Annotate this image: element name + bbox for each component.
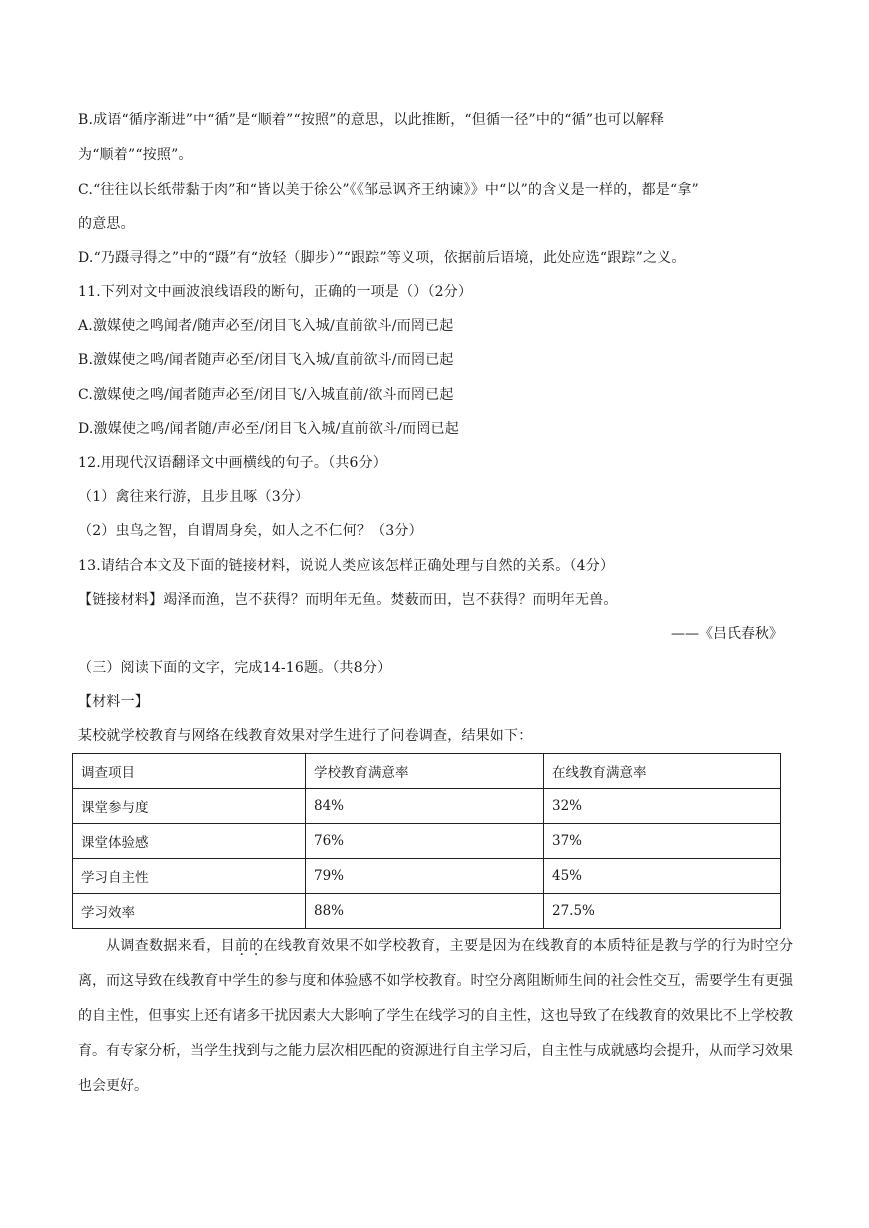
table-cell: 76%: [306, 824, 544, 859]
question-11-option-b: B.激媒使之鸣/闻者随声必至/闭目飞入城/直前欲斗/而罔已起: [78, 352, 454, 368]
question-12: 12.用现代汉语翻译文中画横线的句子。（共6分）: [78, 455, 387, 471]
question-11-option-a: A.激媒使之鸣闻者/随声必至/闭目飞入城/直前欲斗/而罔已起: [78, 318, 454, 334]
section-3-heading: （三）阅读下面的文字，完成14-16题。（共8分）: [78, 660, 392, 676]
option-c-line-1: C.“往往以长纸带黏于肉”和“皆以美于徐公”《《邹忌讽齐王纳谏》》中“以”的含义是一样的，都是“拿”: [78, 182, 699, 198]
table-cell: 37%: [544, 824, 781, 859]
question-12-part-2: （2）虫鸟之智，自谓周身矣，如人之不仁何？（3分）: [78, 523, 423, 539]
question-12-part-1: （1）禽往来行游，且步且啄（3分）: [78, 489, 310, 505]
table-cell: 课堂体验感: [73, 824, 306, 859]
link-material: 【链接材料】竭泽而渔，岂不获得？而明年无鱼。焚薮而田，岂不获得？而明年无兽。: [78, 592, 618, 608]
question-11: 11.下列对文中画波浪线语段的断句，正确的一项是（）（2分）: [78, 284, 473, 300]
paragraph-body: 的在线教育效果不如学校教育，主要是因为在线教育的本质特征是教与学的行为时空分离，而这导致在线教育中学生的参与度和体验感不如学校教育。时空分离阻断师生间的社会性交互，需要学生有更强的自主性，但事实上还有诸多干扰因素大大影响了学生在线学习的自主性，这也导致了在线教育的效果比不上学校教育。有专家分析，当学生找到与之能力层次相匹配的资源进行自主学习后，自主性与成就感均会提升，从而学习效果也会更好。: [78, 938, 794, 1094]
source-citation: ——《吕氏春秋》: [671, 626, 783, 642]
table-cell: 学习自主性: [73, 859, 306, 894]
table-row: [73, 859, 781, 894]
table-header-row: [73, 754, 781, 789]
option-d-line: D.“乃蹑寻得之”中的“蹑”有“放轻（脚步）”“跟踪”等义项，依据前后语境，此处应选“跟踪”之义。: [78, 250, 686, 266]
table-header-cell: 在线教育满意率: [544, 754, 781, 789]
table-cell: 45%: [544, 859, 781, 894]
table-cell: 84%: [306, 789, 544, 824]
table-cell: 79%: [306, 859, 544, 894]
question-11-option-d: D.激媒使之鸣/闻者随/声必至/闭目飞入城/直前欲斗/而罔已起: [78, 421, 459, 437]
table-cell: 88%: [306, 894, 544, 929]
table-row: [73, 789, 781, 824]
survey-table: [72, 753, 781, 929]
table-cell: 32%: [544, 789, 781, 824]
question-13: 13.请结合本文及下面的链接材料，说说人类应该怎样正确处理与自然的关系。（4分）: [78, 558, 615, 574]
option-c-line-2: 的意思。: [78, 216, 135, 232]
material-1-paragraph: [78, 929, 793, 1104]
option-b-line-2: 为“顺着”“按照”。: [78, 147, 193, 163]
table-header-cell: 学校教育满意率: [306, 754, 544, 789]
table-cell: 学习效率: [73, 894, 306, 929]
emphasized-character: 前: [234, 938, 250, 954]
table-row: [73, 824, 781, 859]
paragraph-lead: 从调查数据来看，: [106, 938, 221, 954]
table-cell: 课堂参与度: [73, 789, 306, 824]
option-b-line-1: B.成语“循序渐进”中“循”是“顺着”“按照”的意思，以此推断，“但循一径”中的“循”也可以解释: [78, 112, 665, 128]
table-cell: 27.5%: [544, 894, 781, 929]
table-header-cell: 调查项目: [73, 754, 306, 789]
material-1-label: 【材料一】: [78, 694, 149, 710]
question-11-option-c: C.激媒使之鸣/闻者随声必至/闭目飞/入城直前/欲斗而罔已起: [78, 387, 454, 403]
survey-intro: 某校就学校教育与网络在线教育效果对学生进行了问卷调查，结果如下：: [78, 728, 533, 744]
table-row: [73, 894, 781, 929]
emphasized-character: 目: [220, 938, 235, 954]
